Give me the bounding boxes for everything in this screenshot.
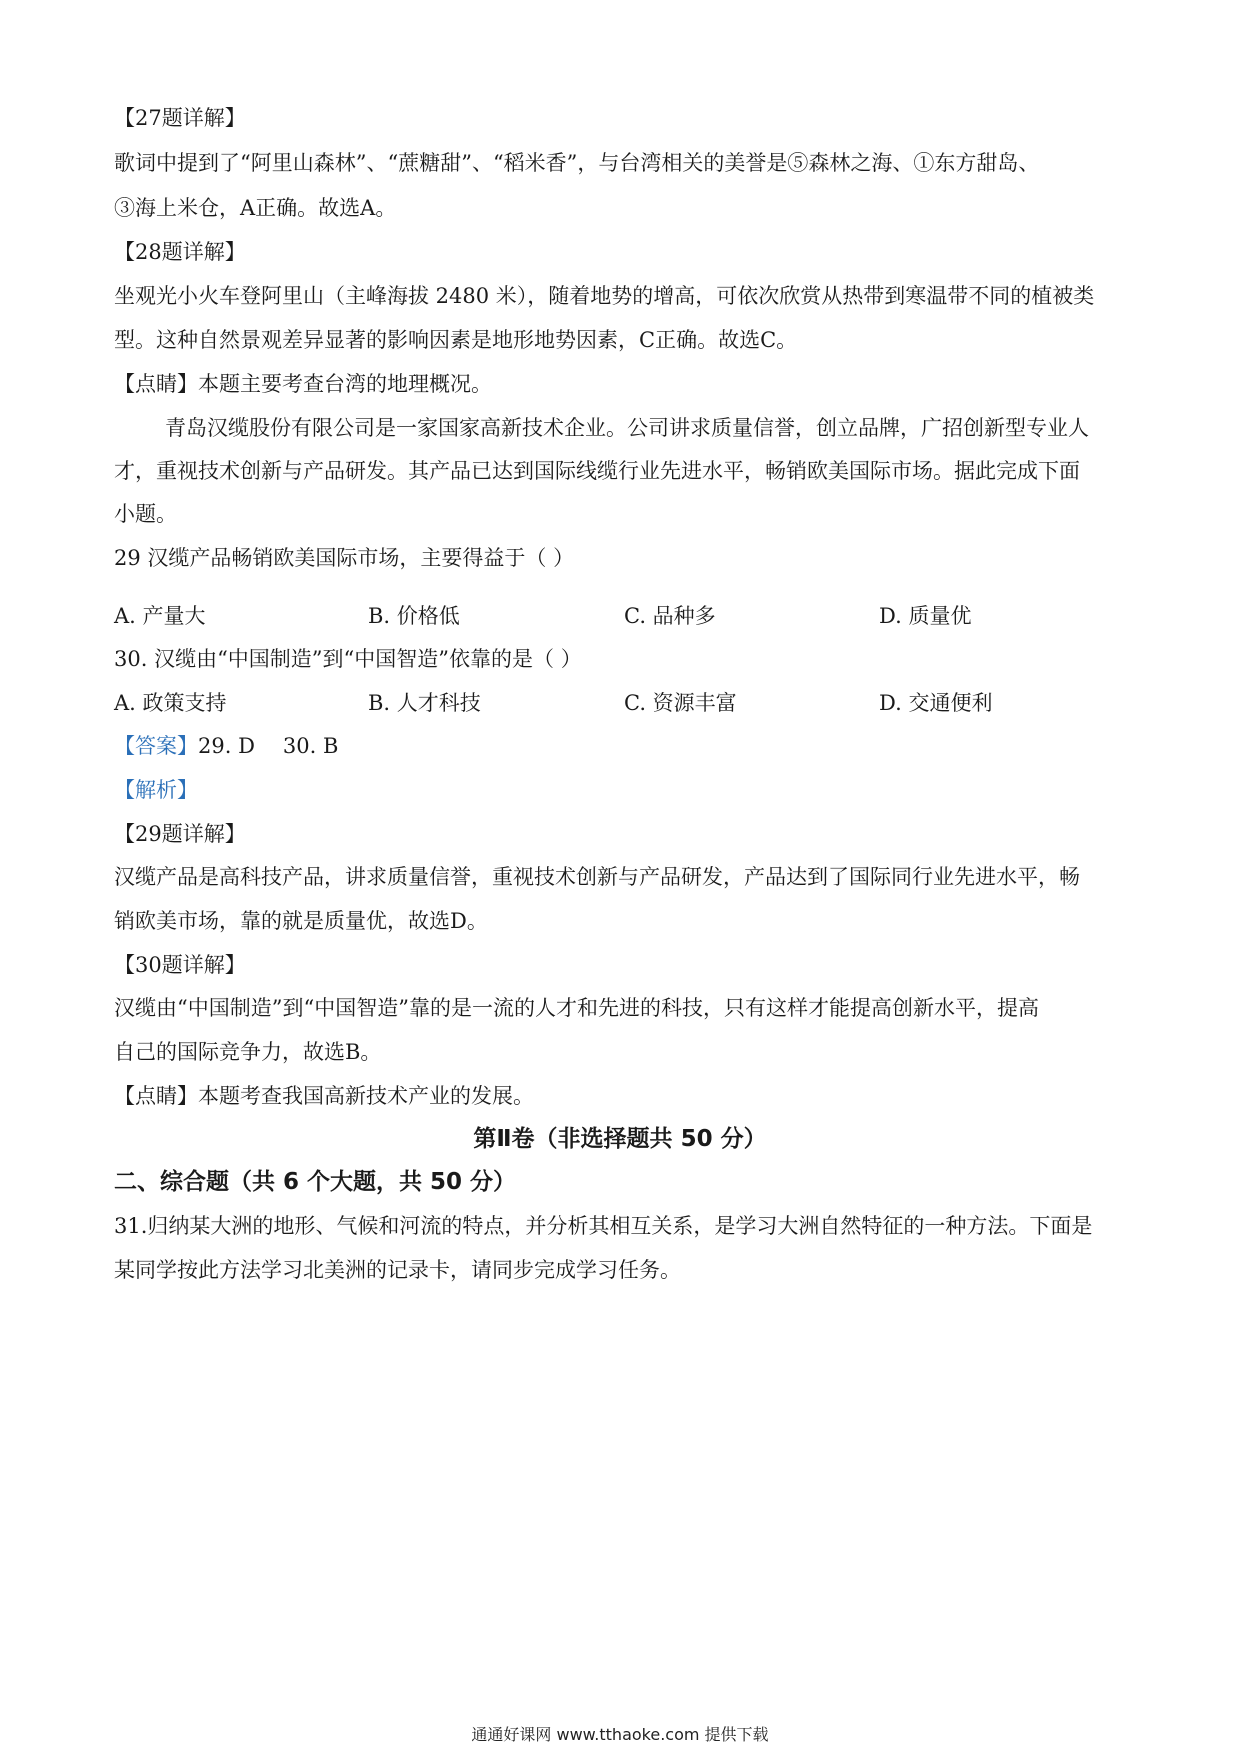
q31-line-2: 某同学按此方法学习北美洲的记录卡，请同步完成学习任务。 [114,1258,681,1282]
d29-header: 【29题详解】 [114,822,246,846]
q27-text-line-1: 歌词中提到了“阿里山森林”、“蔗糖甜”、“稻米香”，与台湾相关的美誉是⑤森林之海、①东方甜岛、 [114,151,1040,175]
d29-text-line-2: 销欧美市场，靠的就是质量优，故选D。 [114,909,488,933]
dianjing-note-2: 【点睛】本题考查我国高新技术产业的发展。 [114,1084,534,1108]
q27-text-line-2: ③海上米仓，A正确。故选A。 [114,196,397,220]
page-footer: 通通好课网 www.tthaoke.com 提供下载 [471,1725,769,1744]
answer-29: 29. D [198,734,255,758]
answer-line [114,731,338,761]
q31-line-1: 31.归纳某大洲的地形、气候和河流的特点，并分析其相互关系，是学习大洲自然特征的一种方法。下面是 [114,1214,1093,1238]
passage-line-1: 青岛汉缆股份有限公司是一家国家高新技术企业。公司讲求质量信誉，创立品牌，广招创新型专业人 [165,416,1089,440]
d30-text-line-1: 汉缆由“中国制造”到“中国智造”靠的是一流的人才和先进的科技，只有这样才能提高创新水平，提高 [114,996,1039,1020]
answer-label: 【答案】 [114,734,198,758]
q30-option-d: D. 交通便利 [879,691,993,715]
jiexi-label: 【解析】 [114,778,198,802]
part2-title: 第Ⅱ卷（非选择题共 50 分） [473,1126,767,1152]
passage-line-2: 才，重视技术创新与产品研发。其产品已达到国际线缆行业先进水平，畅销欧美国际市场。据此完成下面 [114,459,1080,483]
answer-30: 30. B [282,734,339,758]
q29-option-d: D. 质量优 [879,604,972,628]
q28-header: 【28题详解】 [114,240,246,264]
q30-option-c: C. 资源丰富 [624,691,737,715]
q29-option-a: A. 产量大 [114,604,206,628]
q30-option-a: A. 政策支持 [114,691,227,715]
section2-title: 二、综合题（共 6 个大题，共 50 分） [114,1169,517,1195]
dianjing-note-1: 【点睛】本题主要考查台湾的地理概况。 [114,372,492,396]
q27-header: 【27题详解】 [114,106,246,130]
q29-option-c: C. 品种多 [624,604,716,628]
q29-option-b: B. 价格低 [368,604,460,628]
passage-line-3: 小题。 [114,502,177,526]
q29-stem: 29 汉缆产品畅销欧美国际市场，主要得益于（ ） [114,546,575,570]
d29-text-line-1: 汉缆产品是高科技产品，讲求质量信誉，重视技术创新与产品研发，产品达到了国际同行业先进水平，畅 [114,865,1080,889]
q28-text-line-2: 型。这种自然景观差异显著的影响因素是地形地势因素，C正确。故选C。 [114,328,798,352]
q30-option-b: B. 人才科技 [368,691,481,715]
q30-stem: 30. 汉缆由“中国制造”到“中国智造”依靠的是（ ） [114,647,582,671]
d30-text-line-2: 自己的国际竞争力，故选B。 [114,1040,382,1064]
d30-header: 【30题详解】 [114,953,246,977]
q28-text-line-1: 坐观光小火车登阿里山（主峰海拔 2480 米），随着地势的增高，可依次欣赏从热带到寒温带不同的植被类 [114,284,1095,308]
